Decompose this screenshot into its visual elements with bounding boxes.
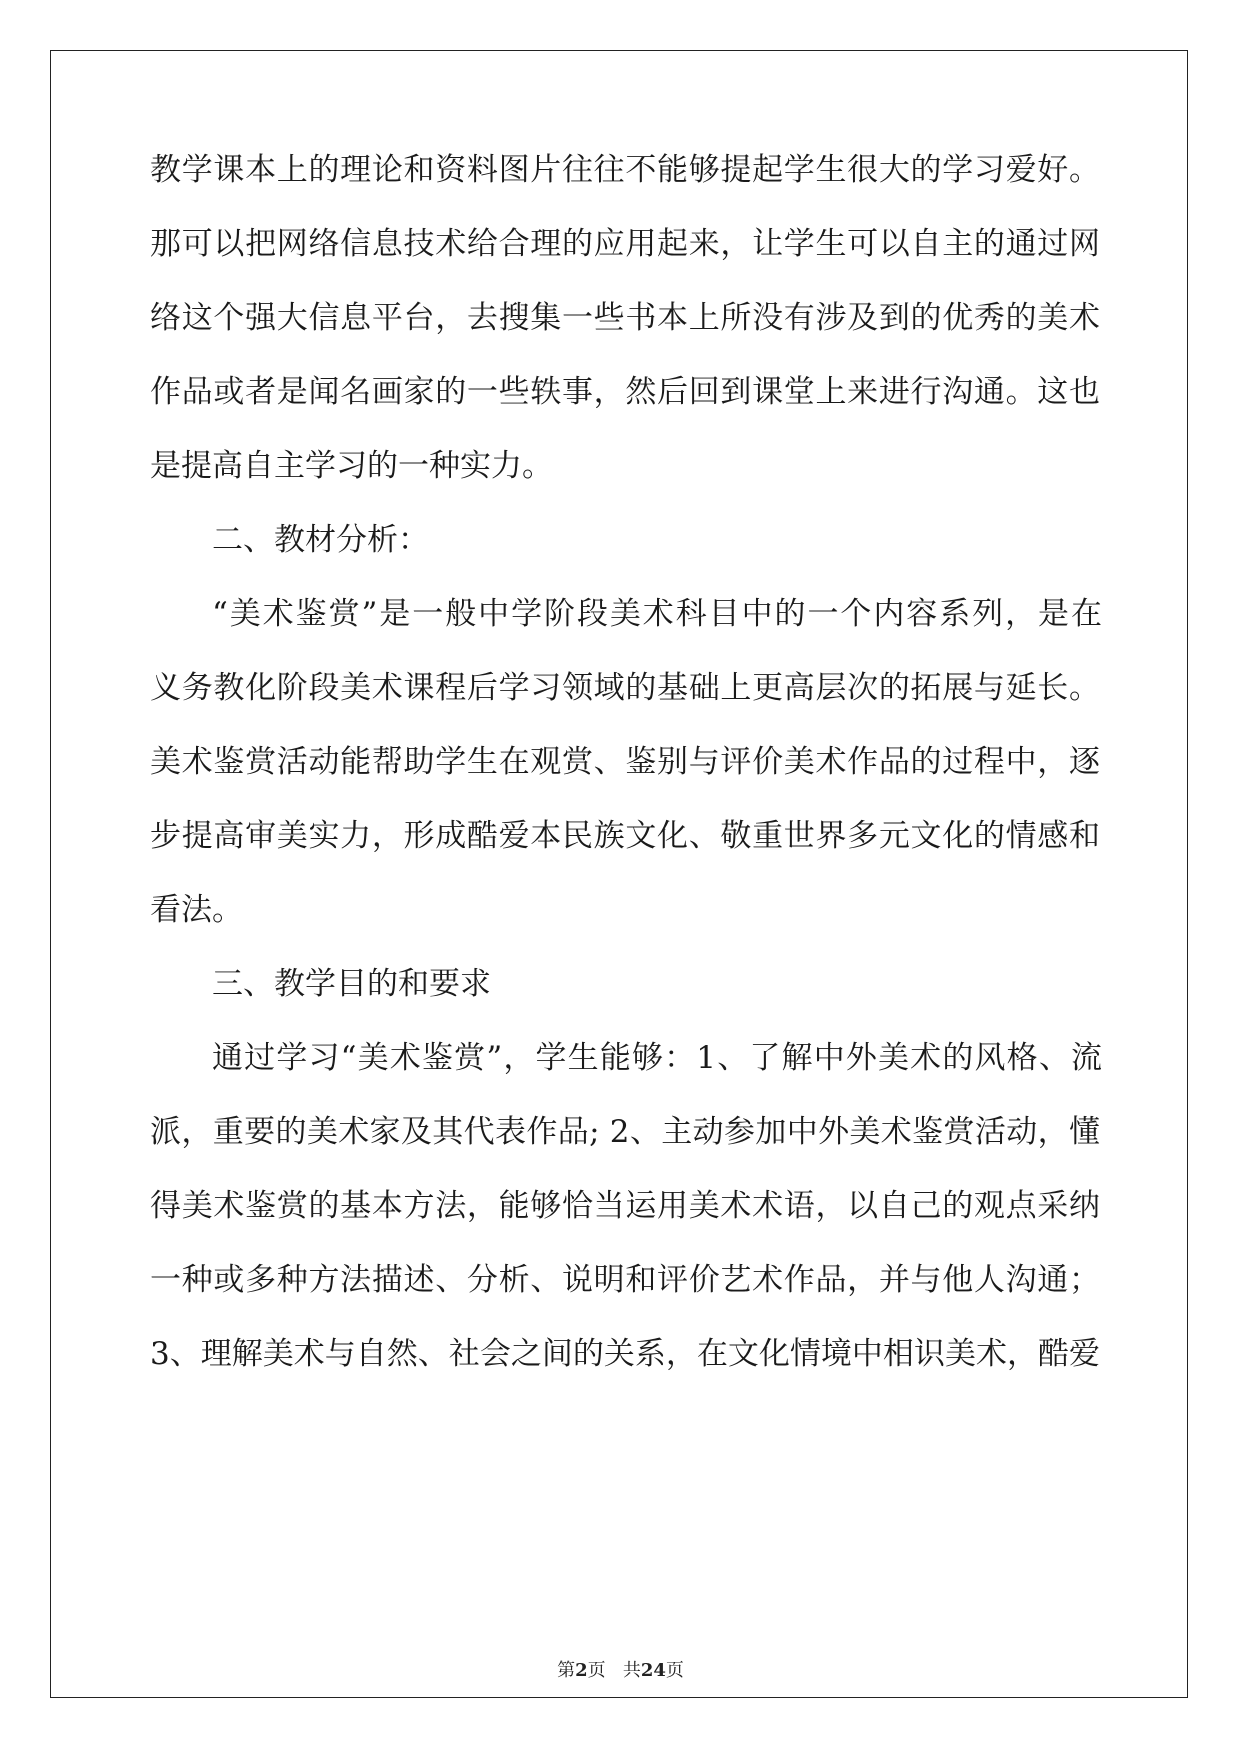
- text-line: 是提高自主学习的一种实力。: [150, 448, 553, 484]
- text-line: 义务教化阶段美术课程后学习领域的基础上更高层次的拓展与延长。: [150, 670, 1100, 706]
- text-line: 看法。: [150, 892, 243, 928]
- section-heading: 二、教材分析：: [212, 522, 429, 558]
- text-line: 3、理解美术与自然、社会之间的关系，在文化情境中相识美术，酷爱: [150, 1336, 1100, 1372]
- total-suffix: 页: [665, 1660, 684, 1681]
- text-line: 一种或多种方法描述、分析、说明和评价艺术作品，并与他人沟通；: [150, 1262, 1100, 1298]
- text-line: “美术鉴赏”是一般中学阶段美术科目中的一个内容系列，是在: [212, 596, 1102, 632]
- page-suffix: 页: [587, 1660, 606, 1681]
- total-prefix: 共: [622, 1660, 641, 1681]
- text-line: 教学课本上的理论和资料图片往往不能够提起学生很大的学习爱好。: [150, 152, 1100, 188]
- text-line: 那可以把网络信息技术给合理的应用起来，让学生可以自主的通过网: [150, 226, 1100, 262]
- text-line: 步提高审美实力，形成酷爱本民族文化、敬重世界多元文化的情感和: [150, 818, 1100, 854]
- page-prefix: 第: [557, 1660, 576, 1681]
- section-heading: 三、教学目的和要求: [212, 966, 491, 1002]
- text-line: 派，重要的美术家及其代表作品; 2、主动参加中外美术鉴赏活动，懂: [150, 1114, 1100, 1150]
- text-line: 通过学习“美术鉴赏”，学生能够：1、了解中外美术的风格、流: [212, 1040, 1102, 1076]
- page-number: 2: [575, 1660, 588, 1681]
- text-line: 络这个强大信息平台，去搜集一些书本上所没有涉及到的优秀的美术: [150, 300, 1100, 336]
- text-line: 作品或者是闻名画家的一些轶事，然后回到课堂上来进行沟通。这也: [150, 374, 1100, 410]
- text-line: 美术鉴赏活动能帮助学生在观赏、鉴别与评价美术作品的过程中，逐: [150, 744, 1100, 780]
- total-pages: 24: [640, 1660, 666, 1681]
- text-line: 得美术鉴赏的基本方法，能够恰当运用美术术语，以自己的观点采纳: [150, 1188, 1100, 1224]
- page-footer: [0, 1660, 1241, 1682]
